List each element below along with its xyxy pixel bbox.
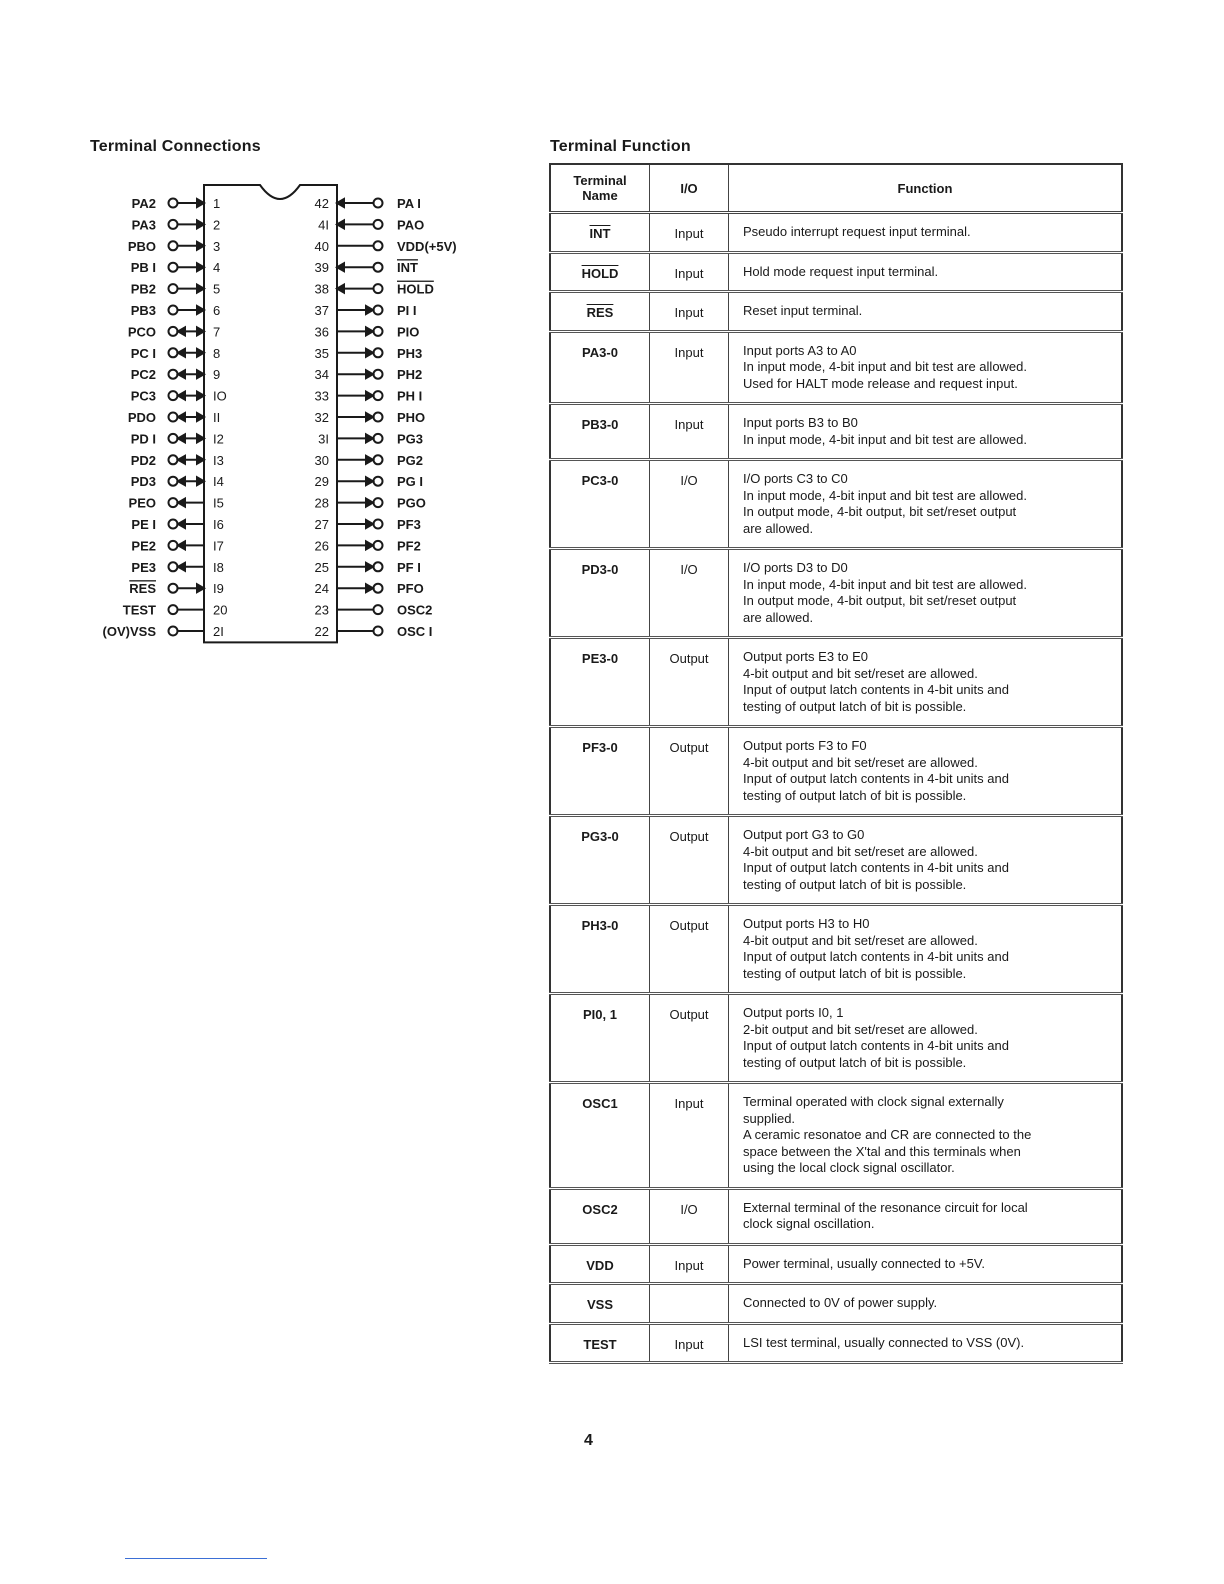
arrow-icon <box>178 541 185 549</box>
pin-number: 37 <box>314 303 329 318</box>
pin-label: RES <box>129 581 156 597</box>
arrow-icon <box>178 477 185 485</box>
table-row <box>550 727 1122 816</box>
function-cell: Output ports I0, 1 2-bit output and bit set/reset are allowed. Input of output latch contents in 4-bit units and testing of output latch of bit is possible. <box>729 994 1123 1083</box>
pin-1 <box>132 196 221 211</box>
pin-39 <box>315 260 418 275</box>
arrow-icon <box>197 306 204 314</box>
arrow-icon <box>197 584 204 592</box>
terminal-function-heading: Terminal Function <box>550 138 691 155</box>
pin-36 <box>315 324 420 339</box>
pin-2 <box>132 217 221 232</box>
terminal-name-cell: OSC1 <box>550 1083 650 1189</box>
table-row <box>550 549 1122 638</box>
divider-line <box>125 1558 267 1559</box>
arrow-icon <box>366 541 373 549</box>
pin-label: PC3 <box>130 388 156 404</box>
io-cell: Input <box>650 292 729 332</box>
pin-label: PHO <box>397 410 426 425</box>
arrow-icon <box>178 349 185 357</box>
header-io: I/O <box>650 164 729 213</box>
pin-label: PC I <box>130 345 156 361</box>
io-cell: Input <box>650 252 729 292</box>
pin-number: I9 <box>213 581 224 597</box>
pin-terminal-icon <box>169 605 178 614</box>
function-cell: I/O ports C3 to C0 In input mode, 4-bit input and bit test are allowed. In output mode, 4-bit output, bit set/reset output are allowed. <box>729 460 1123 549</box>
pin-number: 24 <box>314 581 329 597</box>
pin-terminal-icon <box>169 584 178 593</box>
pin-number: 20 <box>213 602 228 618</box>
arrow-icon <box>337 220 344 228</box>
pin-label: PE3 <box>131 559 156 575</box>
io-cell: Output <box>650 816 729 905</box>
arrow-icon <box>197 199 204 207</box>
io-cell: Output <box>650 994 729 1083</box>
arrow-icon <box>197 327 204 335</box>
pin-28 <box>315 496 426 511</box>
pin-terminal-icon <box>374 263 383 272</box>
terminal-name-cell: $\overline{RES}$ <box>550 292 650 332</box>
arrow-icon <box>366 434 373 442</box>
pin-label: PI I <box>397 303 417 318</box>
terminal-name-cell: PF3-0 <box>550 727 650 816</box>
arrow-icon <box>197 413 204 421</box>
pin-number: 27 <box>314 517 329 532</box>
io-cell: Input <box>650 331 729 404</box>
pin-label: PEO <box>128 495 156 511</box>
pin-II <box>128 410 220 425</box>
arrow-icon <box>197 392 204 400</box>
terminal-name-cell: PD3-0 <box>550 549 650 638</box>
arrow-icon <box>197 477 204 485</box>
arrow-icon <box>197 434 204 442</box>
pin-label: OSC2 <box>397 602 433 618</box>
function-cell: Power terminal, usually connected to +5V. <box>729 1244 1123 1284</box>
pin-label: PAO <box>397 217 425 233</box>
pin-number: 39 <box>314 260 329 276</box>
terminal-name-cell: PE3-0 <box>550 638 650 727</box>
table-row <box>550 331 1122 404</box>
pin-label: PIO <box>397 324 420 340</box>
arrow-icon <box>366 306 373 314</box>
pin-label: PFO <box>397 581 424 597</box>
pin-terminal-icon <box>169 306 178 315</box>
pin-number: 34 <box>314 367 329 383</box>
arrow-icon <box>178 370 185 378</box>
pin-label: TEST <box>122 602 156 618</box>
pin-I4 <box>131 474 224 489</box>
pin-38 <box>315 282 434 297</box>
pin-label: PCO <box>127 324 156 340</box>
terminal-name-cell: VSS <box>550 1284 650 1324</box>
pin-number: 33 <box>314 388 329 404</box>
pin-27 <box>315 517 421 532</box>
arrow-icon <box>178 520 185 528</box>
pin-terminal-icon <box>374 605 383 614</box>
terminal-function-table <box>549 163 1123 1364</box>
arrow-icon <box>197 456 204 464</box>
pin-label: PE I <box>131 517 156 532</box>
pin-label: (OV)VSS <box>102 624 156 639</box>
pin-label: PG I <box>397 474 424 490</box>
arrow-icon <box>197 370 204 378</box>
function-cell: External terminal of the resonance circuit for local clock signal oscillation. <box>729 1188 1123 1244</box>
function-cell: Hold mode request input terminal. <box>729 252 1123 292</box>
pin-label: PG2 <box>397 452 424 468</box>
io-cell: I/O <box>650 460 729 549</box>
arrow-icon <box>178 392 185 400</box>
pin-label: PE2 <box>131 538 156 554</box>
arrow-icon <box>197 242 204 250</box>
pin-number: 9 <box>213 367 221 383</box>
terminal-name-cell: PI0, 1 <box>550 994 650 1083</box>
arrow-icon <box>366 477 373 485</box>
pin-29 <box>315 474 423 489</box>
pin-label: PH I <box>397 388 423 404</box>
terminal-name-cell: TEST <box>550 1323 650 1363</box>
pin-label: PD I <box>130 431 156 447</box>
pin-number: 6 <box>213 303 221 318</box>
pin-number: 3 <box>213 238 221 254</box>
arrow-icon <box>366 499 373 507</box>
function-cell: Output ports F3 to F0 4-bit output and bit set/reset are allowed. Input of output latch contents in 4-bit units and testing of output latch of bit is possible. <box>729 727 1123 816</box>
pin-23 <box>315 603 433 618</box>
pin-number: 30 <box>314 452 329 468</box>
pin-5 <box>131 282 221 297</box>
table-row <box>550 1188 1122 1244</box>
terminal-name-cell: PC3-0 <box>550 460 650 549</box>
pin-number: I5 <box>213 495 224 511</box>
pin-label: PD2 <box>130 452 156 468</box>
pin-label: PH3 <box>397 345 423 361</box>
arrow-icon <box>197 285 204 293</box>
pin-terminal-icon <box>169 284 178 293</box>
page-number: 4 <box>584 1432 593 1449</box>
pin-number: 40 <box>314 238 329 254</box>
io-cell: I/O <box>650 1188 729 1244</box>
arrow-icon <box>178 456 185 464</box>
pin-terminal-icon <box>169 627 178 636</box>
function-cell: Output ports E3 to E0 4-bit output and bit set/reset are allowed. Input of output latch contents in 4-bit units and testing of output latch of bit is possible. <box>729 638 1123 727</box>
io-cell: Input <box>650 1323 729 1363</box>
pin-label: PA2 <box>131 196 156 211</box>
pin-35 <box>315 346 423 361</box>
pin-label: PC2 <box>130 367 156 383</box>
pin-4I <box>318 217 424 232</box>
table-row <box>550 816 1122 905</box>
pin-34 <box>315 367 423 382</box>
pin-number: 2 <box>213 217 221 233</box>
io-cell: Output <box>650 727 729 816</box>
function-cell: Reset input terminal. <box>729 292 1123 332</box>
pin-I8 <box>131 560 223 575</box>
pin-number: 1 <box>213 196 221 211</box>
terminal-name-cell: PH3-0 <box>550 905 650 994</box>
pin-label: PB3 <box>130 303 156 318</box>
pin-number: 4 <box>213 260 221 276</box>
pin-terminal-icon <box>374 241 383 250</box>
function-cell: LSI test terminal, usually connected to VSS (0V). <box>729 1323 1123 1363</box>
header-function: Function <box>729 164 1123 213</box>
arrow-icon <box>337 263 344 271</box>
pin-IO <box>131 389 227 404</box>
arrow-icon <box>337 285 344 293</box>
terminal-name-cell: VDD <box>550 1244 650 1284</box>
function-cell: Input ports B3 to B0 In input mode, 4-bit input and bit test are allowed. <box>729 404 1123 460</box>
pin-26 <box>315 538 421 553</box>
function-cell: Output ports H3 to H0 4-bit output and bit set/reset are allowed. Input of output latch contents in 4-bit units and testing of output latch of bit is possible. <box>729 905 1123 994</box>
pin-number: 26 <box>314 538 329 554</box>
pin-8 <box>131 346 221 361</box>
terminal-name-cell: OSC2 <box>550 1188 650 1244</box>
pin-terminal-icon <box>169 220 178 229</box>
pin-label: PF I <box>397 559 421 575</box>
table-row <box>550 1083 1122 1189</box>
pin-label: VDD(+5V) <box>397 238 457 254</box>
pin-label: HOLD <box>397 281 434 297</box>
pin-2I <box>103 624 224 639</box>
pin-diagram <box>80 175 500 665</box>
pin-number: IO <box>213 388 227 404</box>
table-row <box>550 404 1122 460</box>
function-cell: Connected to 0V of power supply. <box>729 1284 1123 1324</box>
pin-4 <box>131 260 221 275</box>
pin-number: 42 <box>314 196 329 211</box>
arrow-icon <box>178 327 185 335</box>
pin-label: PD3 <box>130 474 156 490</box>
terminal-name-cell: PG3-0 <box>550 816 650 905</box>
table-body <box>550 213 1122 1363</box>
pin-label: PA3 <box>131 217 156 233</box>
pin-number: 7 <box>213 324 221 340</box>
pin-number: 4I <box>318 217 329 233</box>
pin-number: 36 <box>314 324 329 340</box>
arrow-icon <box>366 327 373 335</box>
function-cell: Pseudo interrupt request input terminal. <box>729 213 1123 253</box>
pin-label: PF2 <box>397 538 421 554</box>
table-row <box>550 252 1122 292</box>
pin-6 <box>131 303 221 318</box>
pin-25 <box>315 560 421 575</box>
pin-number: 35 <box>314 345 329 361</box>
arrow-icon <box>366 413 373 421</box>
arrow-icon <box>366 456 373 464</box>
arrow-icon <box>366 349 373 357</box>
io-cell <box>650 1284 729 1324</box>
pin-I9 <box>129 581 224 596</box>
pin-terminal-icon <box>374 199 383 208</box>
pin-I7 <box>131 538 223 553</box>
table-row <box>550 638 1122 727</box>
pin-32 <box>315 410 426 425</box>
io-cell: Input <box>650 1083 729 1189</box>
pin-number: 2I <box>213 624 224 639</box>
table-row <box>550 905 1122 994</box>
table-row <box>550 213 1122 253</box>
pin-terminal-icon <box>169 263 178 272</box>
pin-number: I6 <box>213 517 224 532</box>
arrow-icon <box>366 520 373 528</box>
pin-number: 22 <box>314 624 329 639</box>
arrow-icon <box>197 349 204 357</box>
pin-3 <box>128 239 220 254</box>
pin-label: PG3 <box>397 431 424 447</box>
function-cell: Output port G3 to G0 4-bit output and bit set/reset are allowed. Input of output latch contents in 4-bit units and testing of output latch of bit is possible. <box>729 816 1123 905</box>
pin-label: PB2 <box>130 281 156 297</box>
pin-40 <box>315 239 457 254</box>
io-cell: Output <box>650 905 729 994</box>
terminal-name-cell: HOLD <box>550 252 650 292</box>
arrow-icon <box>366 584 373 592</box>
pin-label: PBO <box>127 238 156 254</box>
pin-label: PGO <box>397 495 426 511</box>
pin-33 <box>315 389 423 404</box>
function-cell: Input ports A3 to A0 In input mode, 4-bit input and bit test are allowed. Used for HALT mode release and request input. <box>729 331 1123 404</box>
pin-number: 28 <box>314 495 329 511</box>
arrow-icon <box>178 434 185 442</box>
pin-label: PB I <box>130 260 156 276</box>
pin-number: II <box>213 410 221 425</box>
pin-number: 29 <box>314 474 329 490</box>
pin-I6 <box>131 517 223 532</box>
arrow-icon <box>178 563 185 571</box>
pin-37 <box>315 303 417 318</box>
pin-30 <box>315 453 423 468</box>
arrow-icon <box>197 220 204 228</box>
pin-number: I2 <box>213 431 224 447</box>
arrow-icon <box>197 263 204 271</box>
arrow-icon <box>178 499 185 507</box>
arrow-icon <box>366 392 373 400</box>
pin-terminal-icon <box>374 284 383 293</box>
table-row <box>550 994 1122 1083</box>
pin-terminal-icon <box>374 627 383 636</box>
pin-terminal-icon <box>374 220 383 229</box>
pin-terminal-icon <box>169 199 178 208</box>
pin-number: 3I <box>318 431 329 447</box>
pin-number: I7 <box>213 538 224 554</box>
arrow-icon <box>366 370 373 378</box>
pin-number: 23 <box>314 602 329 618</box>
arrow-icon <box>178 413 185 421</box>
pin-terminal-icon <box>169 241 178 250</box>
pin-7 <box>128 324 220 339</box>
table-header-row <box>550 164 1122 213</box>
pin-22 <box>315 624 433 639</box>
io-cell: Input <box>650 1244 729 1284</box>
pin-number: 38 <box>314 281 329 297</box>
pin-number: I4 <box>213 474 224 490</box>
io-cell: Input <box>650 404 729 460</box>
pin-I3 <box>131 453 224 468</box>
terminal-name-cell: PA3-0 <box>550 331 650 404</box>
right-pins <box>315 196 457 639</box>
terminal-connections-heading: Terminal Connections <box>90 138 261 155</box>
pin-number: 8 <box>213 345 221 361</box>
pin-label: PDO <box>127 410 156 425</box>
function-cell: Terminal operated with clock signal externally supplied. A ceramic resonatoe and CR are connected to the space between the X'tal and this terminals when using the local clock signal oscillator. <box>729 1083 1123 1189</box>
pin-I5 <box>129 496 224 511</box>
pin-label: PA I <box>397 196 421 211</box>
table-row <box>550 1244 1122 1284</box>
pin-number: 5 <box>213 281 221 297</box>
io-cell: I/O <box>650 549 729 638</box>
arrow-icon <box>337 199 344 207</box>
pin-label: OSC I <box>397 624 433 639</box>
left-pins <box>103 196 228 639</box>
pin-number: I8 <box>213 559 224 575</box>
header-terminal-name: Terminal Name <box>550 164 650 213</box>
table-row <box>550 292 1122 332</box>
pin-label: INT <box>397 260 418 276</box>
terminal-name-cell: PB3-0 <box>550 404 650 460</box>
io-cell: Output <box>650 638 729 727</box>
pin-number: I3 <box>213 452 224 468</box>
pin-number: 25 <box>314 559 329 575</box>
io-cell: Input <box>650 213 729 253</box>
pin-label: PH2 <box>397 367 423 383</box>
pin-3I <box>318 431 423 446</box>
arrow-icon <box>366 563 373 571</box>
pin-24 <box>315 581 424 596</box>
table-row <box>550 1323 1122 1363</box>
table-row <box>550 460 1122 549</box>
table-row <box>550 1284 1122 1324</box>
pin-9 <box>131 367 221 382</box>
terminal-name-cell: $\overline{INT}$ <box>550 213 650 253</box>
pin-42 <box>315 196 421 211</box>
function-cell: I/O ports D3 to D0 In input mode, 4-bit input and bit test are allowed. In output mode, 4-bit output, bit set/reset output are allowed. <box>729 549 1123 638</box>
pin-number: 32 <box>314 410 329 425</box>
pin-I2 <box>131 431 224 446</box>
pin-label: PF3 <box>397 517 421 532</box>
pin-20 <box>123 603 228 618</box>
